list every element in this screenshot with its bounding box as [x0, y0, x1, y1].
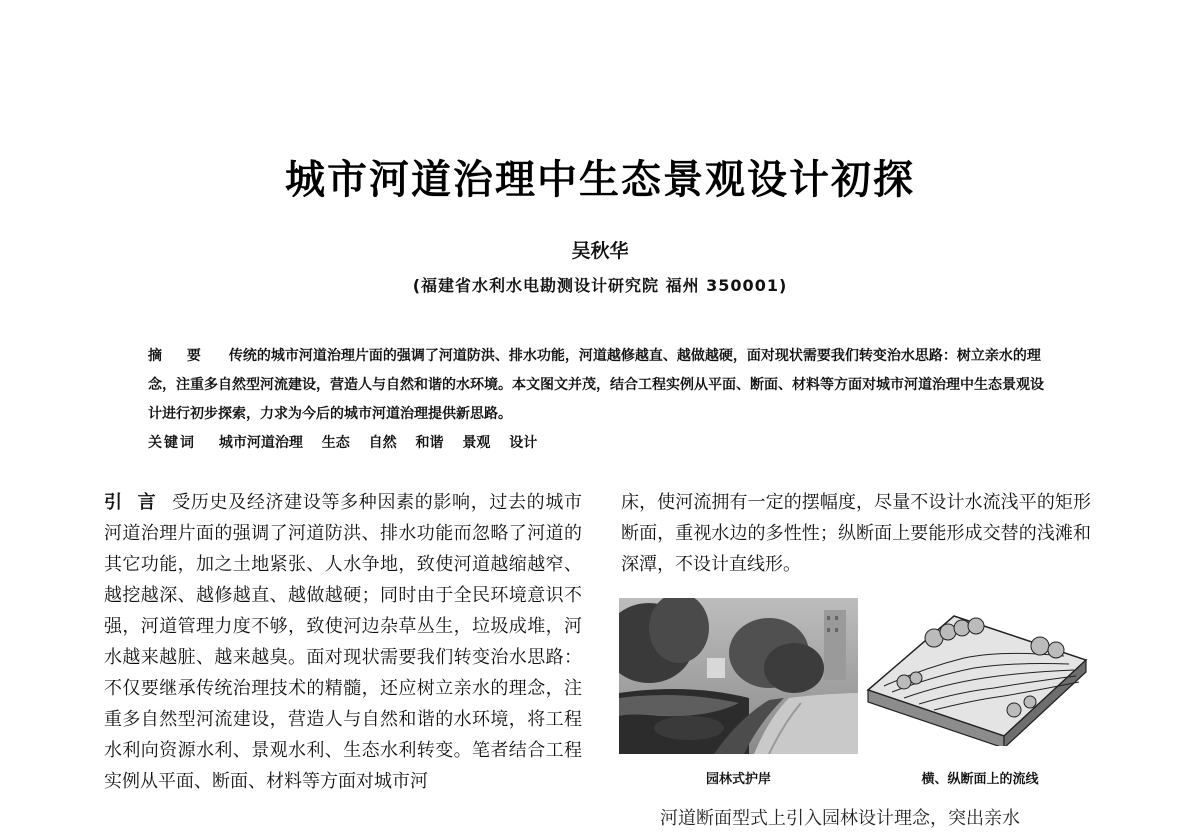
abstract-block — [148, 342, 1053, 458]
stream-section-diagram — [864, 598, 1088, 746]
keyword: 和谐 — [415, 435, 444, 451]
keywords-label: 关键词 — [148, 435, 196, 451]
right-column — [621, 487, 1091, 580]
keyword: 生态 — [321, 435, 350, 451]
figure-caption: 园林式护岸 — [705, 772, 771, 787]
keyword: 设计 — [509, 435, 538, 451]
abstract-paragraph — [148, 342, 1053, 429]
keyword: 自然 — [368, 435, 397, 451]
left-column — [104, 487, 582, 797]
intro-heading: 引 言 — [104, 492, 161, 513]
author-affiliation: (福建省水利水电勘测设计研究院 福州 350001) — [412, 276, 788, 295]
right-paragraph: 床，使河流拥有一定的摆幅度，尽量不设计水流浅平的矩形断面，重视水边的多性性；纵断面上要能形成交替的浅滩和深潭，不设计直线形。 — [621, 492, 1091, 575]
paper-title: 城市河道治理中生态景观设计初探 — [285, 157, 915, 203]
figure-caption: 横、纵断面上的流线 — [921, 772, 1039, 787]
continuation-text: 河道断面型式上引入园林设计理念，突出亲水 — [660, 808, 1020, 829]
keywords-line — [148, 429, 1053, 458]
abstract-label: 摘 要 — [148, 348, 211, 364]
garden-revetment-photo — [619, 598, 858, 754]
keyword: 城市河道治理 — [218, 435, 303, 451]
intro-text: 受历史及经济建设等多种因素的影响，过去的城市河道治理片面的强调了河道防洪、排水功能而忽略了河道的其它功能，加之土地紧张、人水争地，致使河道越缩越窄、越挖越深、越修越直、越做越硬；同时由于全民环境意识不强，河道管理力度不够，致使河边杂草丛生，垃圾成堆，河水越来越脏、越来越臭。面对现状需要我们转变治水思路：不仅要继承传统治理技术的精髓，还应树立亲水的理念，注重多自然型河流建设，营造人与自然和谐的水环境，将工程水利向资源水利、景观水利、生态水利转变。笔者结合工程实例从平面、断面、材料等方面对城市河 — [104, 492, 582, 792]
author-name: 吴秋华 — [571, 240, 629, 262]
keyword: 景观 — [462, 435, 491, 451]
intro-paragraph — [104, 487, 582, 797]
abstract-text: 传统的城市河道治理片面的强调了河道防洪、排水功能，河道越修越直、越做越硬，面对现状需要我们转变治水思路：树立亲水的理念，注重多自然型河流建设，营造人与自然和谐的水环境。本文图文并茂，结合工程实例从平面、断面、材料等方面对城市河道治理中生态景观设计进行初步探索，力求为今后的城市河道治理提供新思路。 — [148, 348, 1044, 422]
